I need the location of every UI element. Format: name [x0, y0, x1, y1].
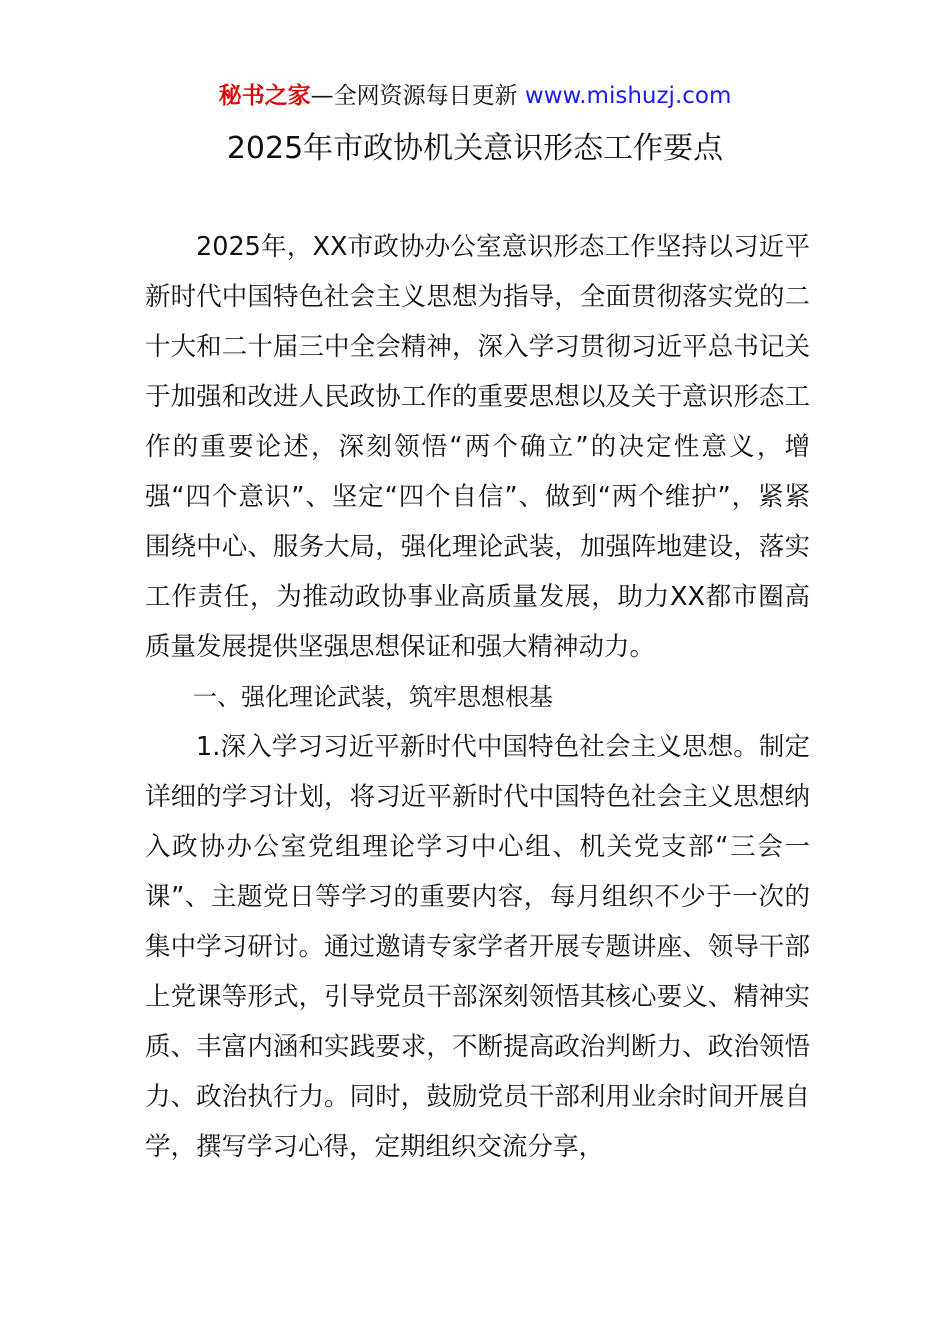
brand-name: 秘书之家 [218, 83, 311, 109]
section-heading: 一、强化理论武装，筑牢思想根基 [193, 683, 553, 711]
intro-paragraph: 2025年，XX市政协办公室意识形态工作坚持以习近平新时代中国特色社会主义思想为指导，全面贯彻落实党的二十大和二十届三中全会精神，深入学习贯彻习近平总书记关于加强和改进人民政协工作的重要思想以及关于意识形态工作的重要论述，深刻领悟“两个确立”的决定性意义，增强“四个意识”、坚定“四个自信”、做到“两个维护”，紧紧围绕中心、服务大局，强化理论武装，加强阵地建设，落实工作责任，为推动政协事业高质量发展，助力XX都市圈高质量发展提供坚强思想保证和强大精神动力。 [145, 232, 810, 662]
document-title: 2025年市政协机关意识形态工作要点 [226, 131, 724, 166]
watermark-header [0, 80, 950, 112]
header-tagline: —全网资源每日更新 [310, 83, 518, 109]
header-url[interactable]: www.mishuzj.com [524, 83, 732, 109]
document-body [145, 222, 810, 1172]
item-paragraph: 1.深入学习习近平新时代中国特色社会主义思想。制定详细的学习计划，将习近平新时代中国特色社会主义思想纳入政协办公室党组理论学习中心组、机关党支部“三会一课”、主题党日等学习的重要内容，每月组织不少于一次的集中学习研讨。通过邀请专家学者开展专题讲座、领导干部上党课等形式，引导党员干部深刻领悟其核心要义、精神实质、丰富内涵和实践要求，不断提高政治判断力、政治领悟力、政治执行力。同时，鼓励党员干部利用业余时间开展自学，撰写学习心得，定期组织交流分享， [145, 732, 810, 1162]
